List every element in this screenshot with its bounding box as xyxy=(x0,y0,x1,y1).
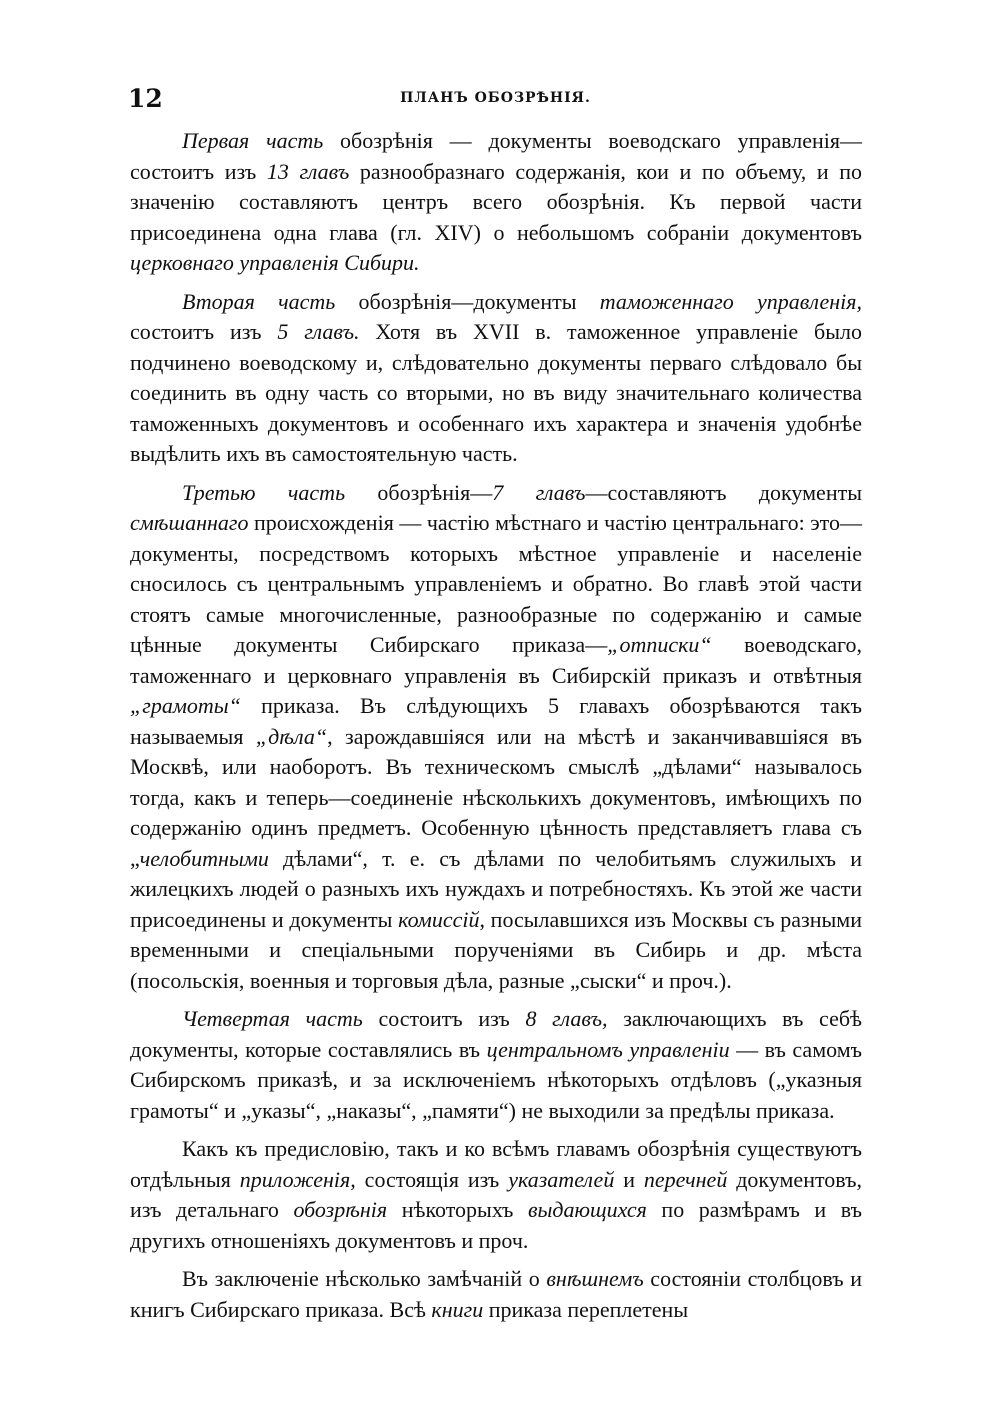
page-number: 12 xyxy=(128,84,163,113)
paragraph-conclusion: Въ заключеніе нѣсколько замѣчаній о внѣшнемъ состояніи столбцовъ и книгъ Сибирскаго приказа. Всѣ книги приказа переплетены xyxy=(130,1266,862,1322)
paragraph-part-one: Первая часть обозрѣнія — документы воеводскаго управленія— состоитъ изъ 13 главъ разнообразнаго содержанія, кои и по объему, и по значенію составляютъ центръ всего обозрѣнія. Къ первой части присоединена одна глава (гл. XIV) о небольшомъ собраніи документовъ церковнаго управленія Сибири. xyxy=(130,128,862,275)
running-head: ПЛАНЪ ОБОЗРѢНІЯ. xyxy=(400,90,591,106)
paragraph-part-two: Вторая часть обозрѣнія—документы таможеннаго управленія, состоитъ изъ 5 главъ. Хотя въ XVII в. таможенное управленіе было подчинено воеводскому и, слѣдовательно документы перваго слѣдовало бы соединить въ одну часть со вторыми, но въ виду значительнаго количества таможенныхъ документовъ и особеннаго ихъ характера и значенія удобнѣе выдѣлить ихъ въ самостоятельную часть. xyxy=(130,288,862,466)
paragraph-part-three: Третью часть обозрѣнія—7 главъ—составляютъ документы смѣшаннаго происхожденія — частію мѣстнаго и частію центральнаго: это—документы, посредствомъ которыхъ мѣстное управленіе и населеніе сносилось съ центральнымъ управленіемъ и обратно. Во главѣ этой части стоятъ самые многочисленные, разнообразные по содержанію и самые цѣнные документы Сибирскаго приказа—„отписки“ воеводскаго, таможеннаго и церковнаго управленія въ Сибирскій приказъ и отвѣтныя „грамоты“ приказа. Въ слѣдующихъ 5 главахъ обозрѣваются такъ называемыя „дѣла“, зарождавшіяся или на мѣстѣ и заканчивавшіяся въ Москвѣ, или наоборотъ. Въ техническомъ смыслѣ „дѣлами“ называлось тогда, какъ и теперь—соединеніе нѣсколькихъ документовъ, имѣющихъ по содержанію одинъ предметъ. Особенную цѣнность представляетъ глава съ „челобитными дѣлами“, т. е. съ дѣлами по челобитьямъ служилыхъ и жилецкихъ людей о разныхъ ихъ нуждахъ и потребностяхъ. Къ этой же части присоединены и документы комиссій, посылавшихся изъ Москвы съ разными временными и спеціальными порученіями въ Сибирь и др. мѣста (посольскія, военныя и торговыя дѣла, разные „сыски“ и проч.). xyxy=(130,479,863,993)
paragraph-appendices: Какъ къ предисловію, такъ и ко всѣмъ главамъ обозрѣнія существуютъ отдѣльныя приложенія, состоящія изъ указателей и перечней документовъ, изъ детальнаго обозрѣнія нѣкоторыхъ выдающихся по размѣрамъ и въ другихъ отношеніяхъ документовъ и проч. xyxy=(130,1136,863,1253)
paragraph-part-four: Четвертая часть состоитъ изъ 8 главъ, заключающихъ въ себѣ документы, которые составлялись въ центральномъ управленіи — въ самомъ Сибирскомъ приказѣ, и за исключеніемъ нѣкоторыхъ отдѣловъ („указныя грамоты“ и „указы“, „наказы“, „памяти“) не выходили за предѣлы приказа. xyxy=(130,1006,862,1123)
body-text xyxy=(130,126,862,1333)
page-header xyxy=(128,84,863,114)
